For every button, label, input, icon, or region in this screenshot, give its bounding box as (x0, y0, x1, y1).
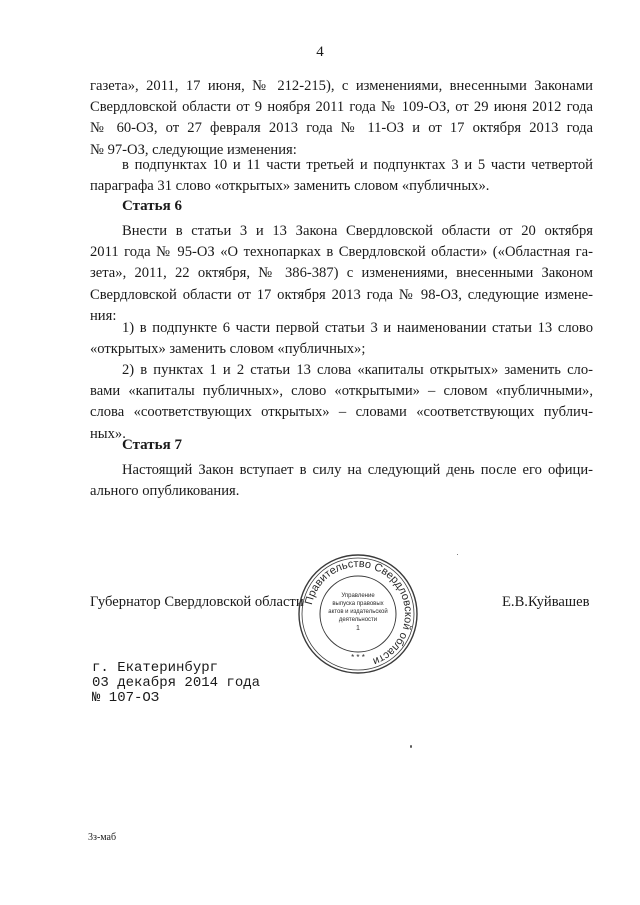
official-seal-icon (296, 552, 420, 676)
article-6-heading: Статья 6 (122, 198, 182, 214)
paragraph-line: Настоящий Закон вступает в силу на следующий день после его офици- (122, 462, 593, 478)
paragraph-line: зета», 2011, 22 октября, № 386-387) с изменениями, внесенными Законом (90, 265, 593, 282)
paragraph-line: в подпунктах 10 и 11 части третьей и подпунктах 3 и 5 части четвертой (122, 157, 593, 173)
seal-stars: * * * (351, 653, 365, 662)
paragraph-line: № 97-ОЗ, следующие изменения: (90, 141, 297, 158)
paragraph-line: Внести в статьи 3 и 13 Закона Свердловской области от 20 октября (122, 223, 593, 239)
scan-speck (410, 745, 412, 748)
paragraph-line: вами «капиталы публичных», слово «открытыми» – словом «публичными», (90, 383, 593, 400)
paragraph-line: параграфа 31 слово «открытых» заменить словом «публичных». (90, 178, 490, 195)
paragraph-line: Свердловской области от 17 октября 2013 года № 98-ОЗ, следующие измене- (90, 286, 593, 303)
article-7-heading: Статья 7 (122, 437, 182, 453)
paragraph-line: Свердловской области от 9 ноября 2011 года № 109-ОЗ, от 29 июня 2012 года (90, 99, 593, 116)
paragraph-line: газета», 2011, 17 июня, № 212-215), с изменениями, внесенными Законами (90, 78, 593, 94)
signature-title: Губернатор Свердловской области (90, 594, 304, 610)
page-number: 4 (316, 44, 324, 60)
stamp-city: г. Екатеринбург (92, 660, 219, 676)
paragraph-line: слова «соответствующих открытых» – словами «соответствующих публич- (90, 404, 593, 421)
seal-ring-text: Правительство Свердловской области (302, 557, 415, 668)
stamp-number: № 107-ОЗ (92, 690, 160, 706)
seal-center-line: 1 (356, 625, 360, 632)
executor-code: 3з-маб (88, 832, 117, 843)
paragraph-line: 2) в пунктах 1 и 2 статьи 13 слова «капиталы открытых» заменить сло- (122, 362, 593, 378)
continuation-paragraph (90, 76, 593, 161)
paragraph-line: 1) в подпункте 6 части первой статьи 3 и наименовании статьи 13 слово (122, 320, 593, 336)
signature-name: Е.В.Куйвашев (502, 594, 590, 610)
paragraph-line: № 60-ОЗ, от 27 февраля 2013 года № 11-ОЗ и от 17 октября 2013 года (90, 120, 593, 137)
article-7-text (90, 460, 593, 502)
seal-center-line: деятельности (338, 617, 378, 623)
seal-center-line: актов и издательской (328, 609, 388, 615)
paragraph-line: ния: (90, 307, 117, 324)
scan-speck (457, 554, 458, 555)
paragraph-line: «открытых» заменить словом «публичных»; (90, 341, 366, 358)
stamp-date: 03 декабря 2014 года (92, 675, 261, 691)
seal-center-line: выпуска правовых (332, 601, 384, 607)
paragraph-line: 2011 года № 95-ОЗ «О технопарках в Свердловской области» («Областная га- (90, 244, 593, 261)
article-6-intro (90, 221, 593, 327)
paragraph-line: ных». (90, 425, 126, 442)
seal-center-line: Управление (341, 593, 375, 599)
amendment-paragraph (90, 155, 593, 197)
article-6-item-1 (90, 318, 593, 360)
article-6-item-2 (90, 360, 593, 445)
paragraph-line: ального опубликования. (90, 483, 240, 500)
